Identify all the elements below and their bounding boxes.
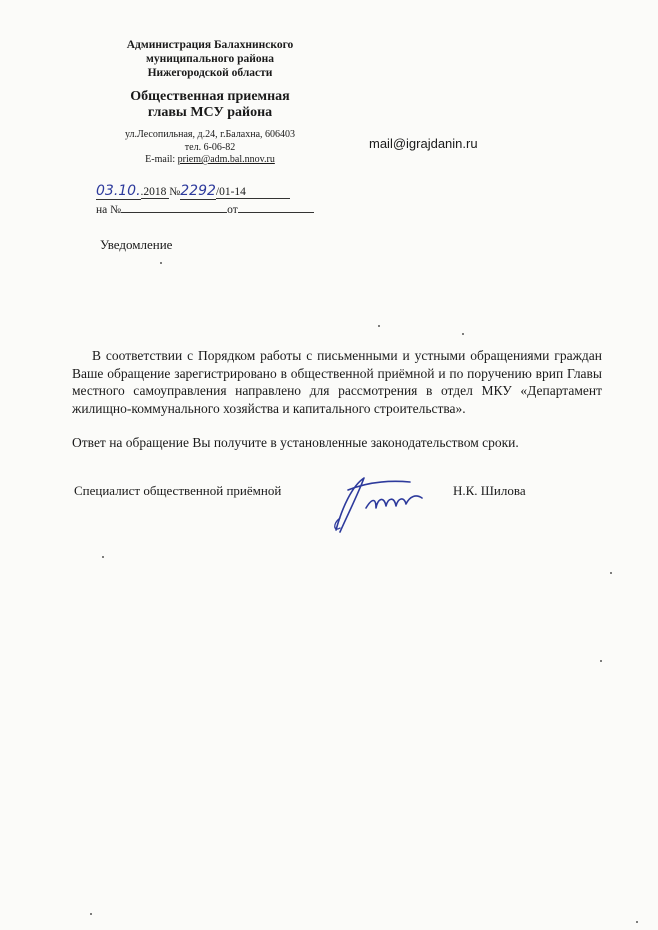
signer-name: Н.К. Шилова (453, 483, 526, 498)
paper-speck (378, 325, 380, 327)
email-label: E-mail: (145, 154, 178, 165)
paper-speck (90, 913, 92, 915)
notice-title: Уведомление (100, 237, 173, 252)
org-line-1: Администрация Балахнинского (126, 39, 294, 51)
email-line (100, 154, 320, 167)
phone: тел. 6-06-82 (184, 141, 236, 153)
paper-speck (462, 333, 464, 335)
body-paragraph-1: В соответствии с Порядком работы с письменными и устными обращениями граждан Ваше обращение зарегистрировано в общественной приёмной и по поручению врип Главы местного самоуправления направлено для рассмотрения в отдел МКУ «Департамент жилищно-коммунального хозяйства и капитального строительства». (72, 348, 602, 416)
signer-role: Специалист общественной приёмной (74, 483, 282, 498)
paper-speck (636, 921, 638, 923)
address: ул.Лесопильная, д.24, г.Балахна, 606403 (124, 129, 296, 140)
contact-block (100, 129, 320, 167)
email-link[interactable]: priem@adm.bal.nnov.ru (177, 154, 275, 165)
org-line-3: Нижегородской области (147, 67, 273, 79)
registration-line (96, 183, 290, 200)
registration-year: .2018 (140, 186, 167, 198)
number-suffix: /01-14 (215, 186, 246, 198)
paper-speck (102, 556, 104, 558)
handwritten-number: 2292 (180, 183, 216, 199)
reception-title (100, 89, 320, 121)
org-line-2: муниципального района (146, 53, 274, 65)
organization-name (100, 38, 320, 80)
ref-from: от (227, 204, 238, 216)
recipient-email: mail@igrajdanin.ru (369, 136, 478, 151)
paper-speck (600, 660, 602, 662)
suffix-box (216, 186, 290, 199)
ref-prefix: на № (96, 204, 122, 216)
reference-line (96, 201, 314, 216)
reception-line-1: Общественная приемная (130, 89, 290, 104)
reception-line-2: главы МСУ района (147, 105, 273, 120)
handwritten-date: 03.10. (96, 183, 141, 199)
paper-speck (610, 572, 612, 574)
paper-speck (160, 262, 162, 264)
number-label: № (169, 186, 181, 198)
ref-number-blank (121, 201, 227, 213)
handwritten-date-box (96, 183, 141, 200)
year-box (141, 186, 170, 199)
number-box (180, 183, 216, 200)
signature-icon (318, 468, 438, 538)
ref-date-blank (238, 201, 314, 213)
body-paragraph-2: Ответ на обращение Вы получите в установленные законодательством сроки. (72, 435, 519, 450)
